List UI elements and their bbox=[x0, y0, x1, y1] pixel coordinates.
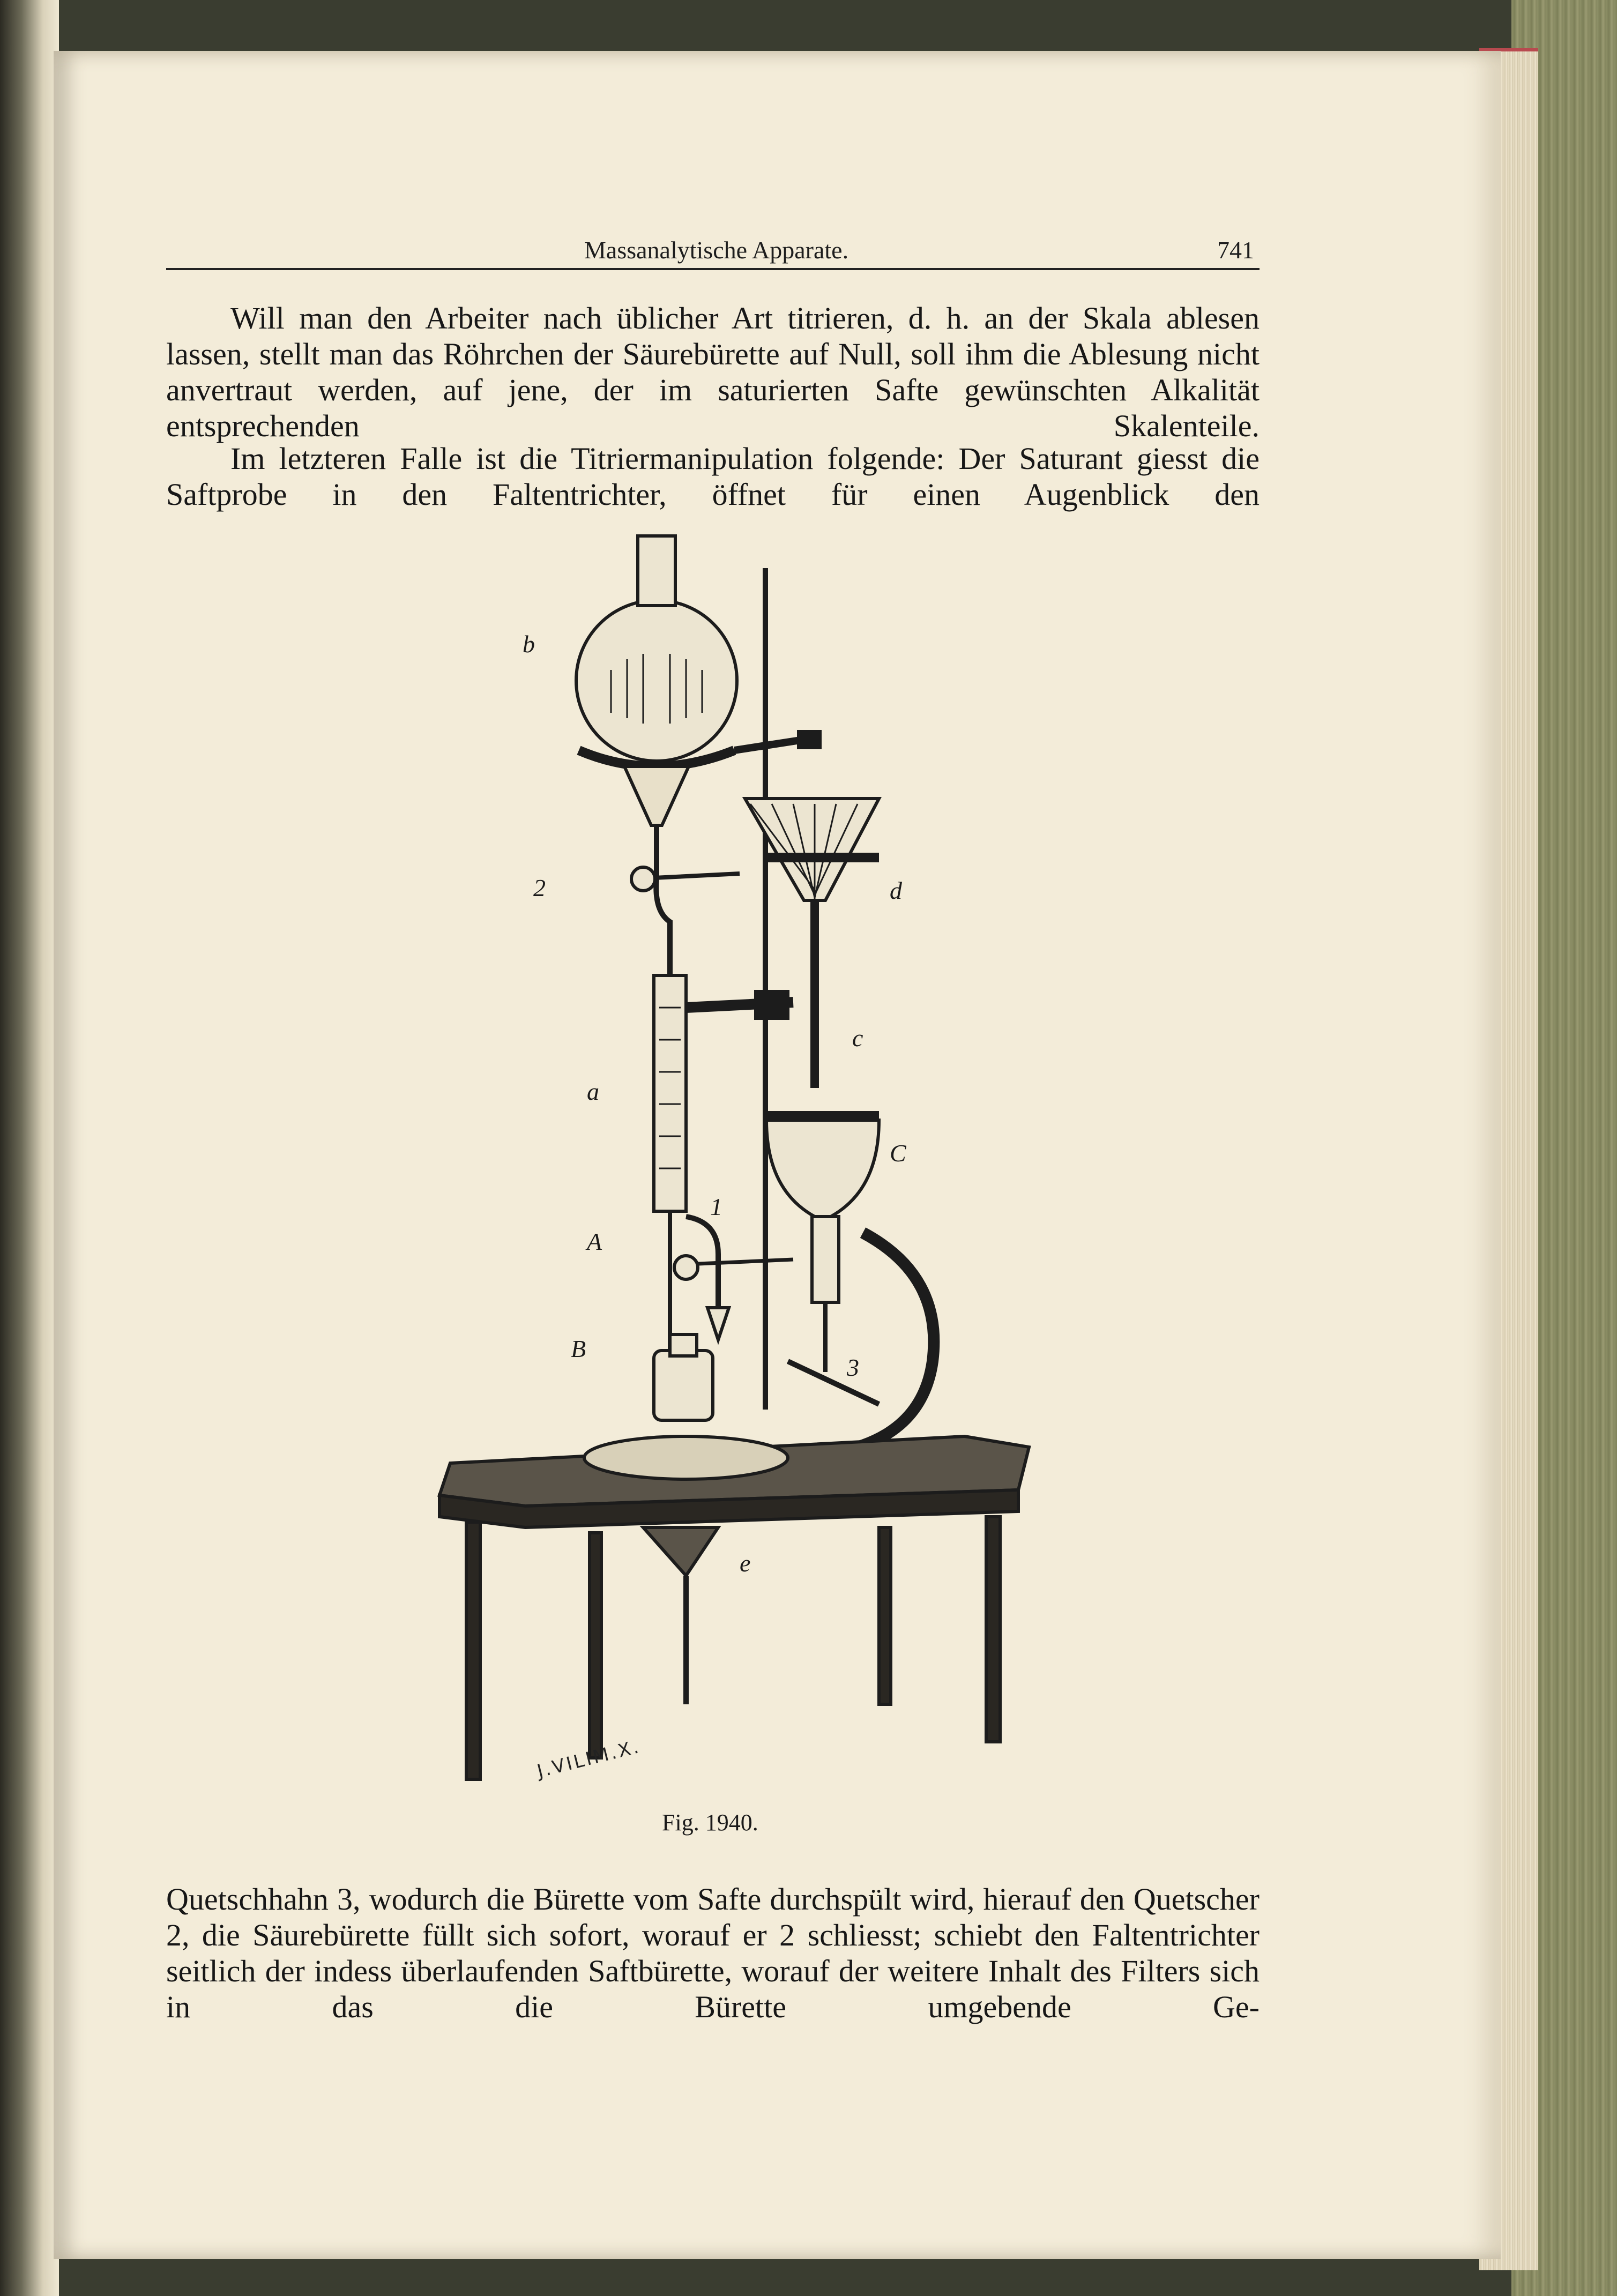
figure-caption: Fig. 1940. bbox=[662, 1809, 758, 1836]
label-e: e bbox=[740, 1549, 751, 1577]
bottle-B bbox=[654, 1351, 713, 1420]
paragraph-3: Quetschhahn 3, wodurch die Bürette vom Safte durchspült wird, hierauf den Quetscher 2, die Säurebürette füllt sich sofort, worauf er 2 schliesst; schiebt den Faltentrichter seitlich der indess überlaufenden Saftbürette, worauf der weitere Inhalt des Filters sich in das die Bürette umgebende Ge- bbox=[166, 1882, 1260, 2024]
label-c: c bbox=[852, 1024, 863, 1052]
pinch-cock-3 bbox=[788, 1361, 879, 1404]
flask-funnel bbox=[624, 766, 689, 825]
label-2: 2 bbox=[533, 874, 546, 901]
apparatus-figure bbox=[418, 525, 1034, 1801]
table-leg bbox=[466, 1522, 480, 1779]
label-1: 1 bbox=[710, 1193, 722, 1220]
paragraph-1: Will man den Arbeiter nach üblicher Art titrieren, d. h. an der Skala ablesen lassen, stellt man das Röhrchen der Säurebürette auf Null, soll ihm die Ablesung nicht anvertraut werden, auf jene, der im saturierten Safte gewünschten Alkalität entsprechenden Skalenteile. bbox=[166, 301, 1260, 443]
drain-funnel-e bbox=[643, 1527, 718, 1576]
paragraph-2: Im letzteren Falle ist die Titriermanipulation folgende: Der Saturant giesst die Saftprobe in den Faltentrichter, öffnet für einen Augenblick den bbox=[166, 441, 1260, 512]
label-A: A bbox=[587, 1228, 602, 1255]
hose bbox=[836, 1233, 934, 1452]
left-page-edge bbox=[0, 0, 59, 2296]
label-b: b bbox=[523, 630, 535, 658]
label-3: 3 bbox=[847, 1354, 859, 1381]
table-leg bbox=[879, 1527, 891, 1704]
vessel-C bbox=[766, 1120, 879, 1217]
label-a: a bbox=[587, 1078, 599, 1105]
page-header bbox=[166, 236, 1260, 270]
burette-a bbox=[654, 975, 686, 1211]
table-leg bbox=[590, 1533, 601, 1758]
apparatus-illustration bbox=[418, 525, 1034, 1801]
page-number: 741 bbox=[1217, 236, 1254, 264]
round-flask bbox=[576, 600, 737, 761]
table-leg bbox=[986, 1517, 1000, 1742]
label-B: B bbox=[571, 1335, 586, 1362]
basin bbox=[584, 1436, 788, 1479]
label-d: d bbox=[890, 877, 902, 904]
label-C: C bbox=[890, 1139, 906, 1167]
flask-tube bbox=[656, 825, 670, 975]
flask-neck bbox=[638, 536, 675, 606]
engraver-signature: J.VILIM.X. bbox=[535, 1735, 643, 1783]
running-head: Massanalytische Apparate. bbox=[584, 236, 849, 264]
